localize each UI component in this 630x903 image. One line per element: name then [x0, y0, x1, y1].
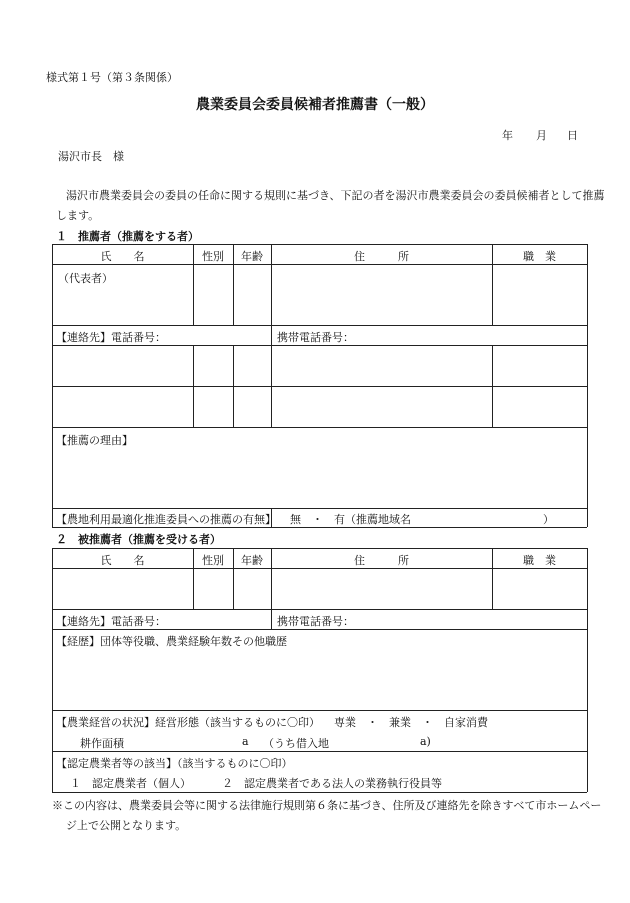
intro-text-line2: します。 — [56, 209, 100, 222]
career-label: 【経歴】団体等役職、農業経験年数その他職歴 — [56, 635, 287, 648]
contact-phone-label: 【連絡先】電話番号： — [56, 331, 166, 344]
promotion-options: 無 ・ 有（推薦地域名 ） — [290, 513, 554, 526]
certified-label: 【認定農業者等の該当】（該当するものに〇印） — [56, 757, 293, 770]
reason-label: 【推薦の理由】 — [56, 434, 133, 447]
date-year: 年 — [502, 129, 513, 142]
rented-unit: a) — [420, 735, 431, 748]
form-number: 様式第１号（第３条関係） — [46, 71, 178, 84]
footnote-line1: ※この内容は、農業委員会等に関する法律施行規則第６条に基づき、住所及び連絡先を除きすべて市ホームペー — [52, 799, 602, 812]
col-occupation-header: 職 業 — [523, 250, 556, 263]
date-day: 日 — [567, 129, 578, 142]
farm-types: 専業 ・ 兼業 ・ 自家消費 — [334, 716, 488, 729]
footnote-line2: ジ上で公開となります。 — [66, 819, 187, 832]
rented-land-label: （うち借入地 — [263, 737, 329, 750]
col-occupation-header-2: 職 業 — [523, 554, 556, 567]
col-address-header: 住 所 — [354, 250, 409, 263]
contact-phone-label-2: 【連絡先】電話番号： — [56, 615, 166, 628]
intro-text-line1: 湯沢市農業委員会の委員の任命に関する規則に基づき、下記の者を湯沢市農業委員会の委員候補者として推薦 — [66, 189, 605, 202]
col-sex-header: 性別 — [202, 250, 224, 263]
certified-option-2: ２ 認定農業者である法人の業務執行役員等 — [222, 777, 442, 790]
representative-label: （代表者） — [58, 272, 113, 285]
col-sex-header-2: 性別 — [202, 554, 224, 567]
section2-heading: ２ 被推薦者（推薦を受ける者） — [56, 533, 221, 546]
mobile-phone-label: 携帯電話番号： — [277, 331, 354, 344]
mobile-phone-label-2: 携帯電話番号： — [277, 615, 354, 628]
col-age-header: 年齢 — [241, 250, 263, 263]
col-age-header-2: 年齢 — [241, 554, 263, 567]
cultivated-area-label: 耕作面積 — [80, 737, 124, 750]
promotion-label: 【農地利用最適化推進委員への推薦の有無】 — [56, 513, 276, 526]
col-name-header: 氏 名 — [100, 250, 145, 263]
farm-status-label: 【農業経営の状況】経営形態（該当するものに〇印） — [56, 716, 320, 729]
col-address-header-2: 住 所 — [354, 554, 409, 567]
page-title: 農業委員会委員候補者推薦書（一般） — [196, 97, 434, 113]
date-month: 月 — [536, 129, 547, 142]
section1-heading: １ 推薦者（推薦をする者） — [56, 230, 199, 243]
certified-option-1: １ 認定農業者（個人） — [70, 777, 191, 790]
addressee: 湯沢市長 様 — [58, 150, 124, 163]
col-name-header-2: 氏 名 — [100, 554, 145, 567]
area-unit: a — [242, 735, 249, 748]
